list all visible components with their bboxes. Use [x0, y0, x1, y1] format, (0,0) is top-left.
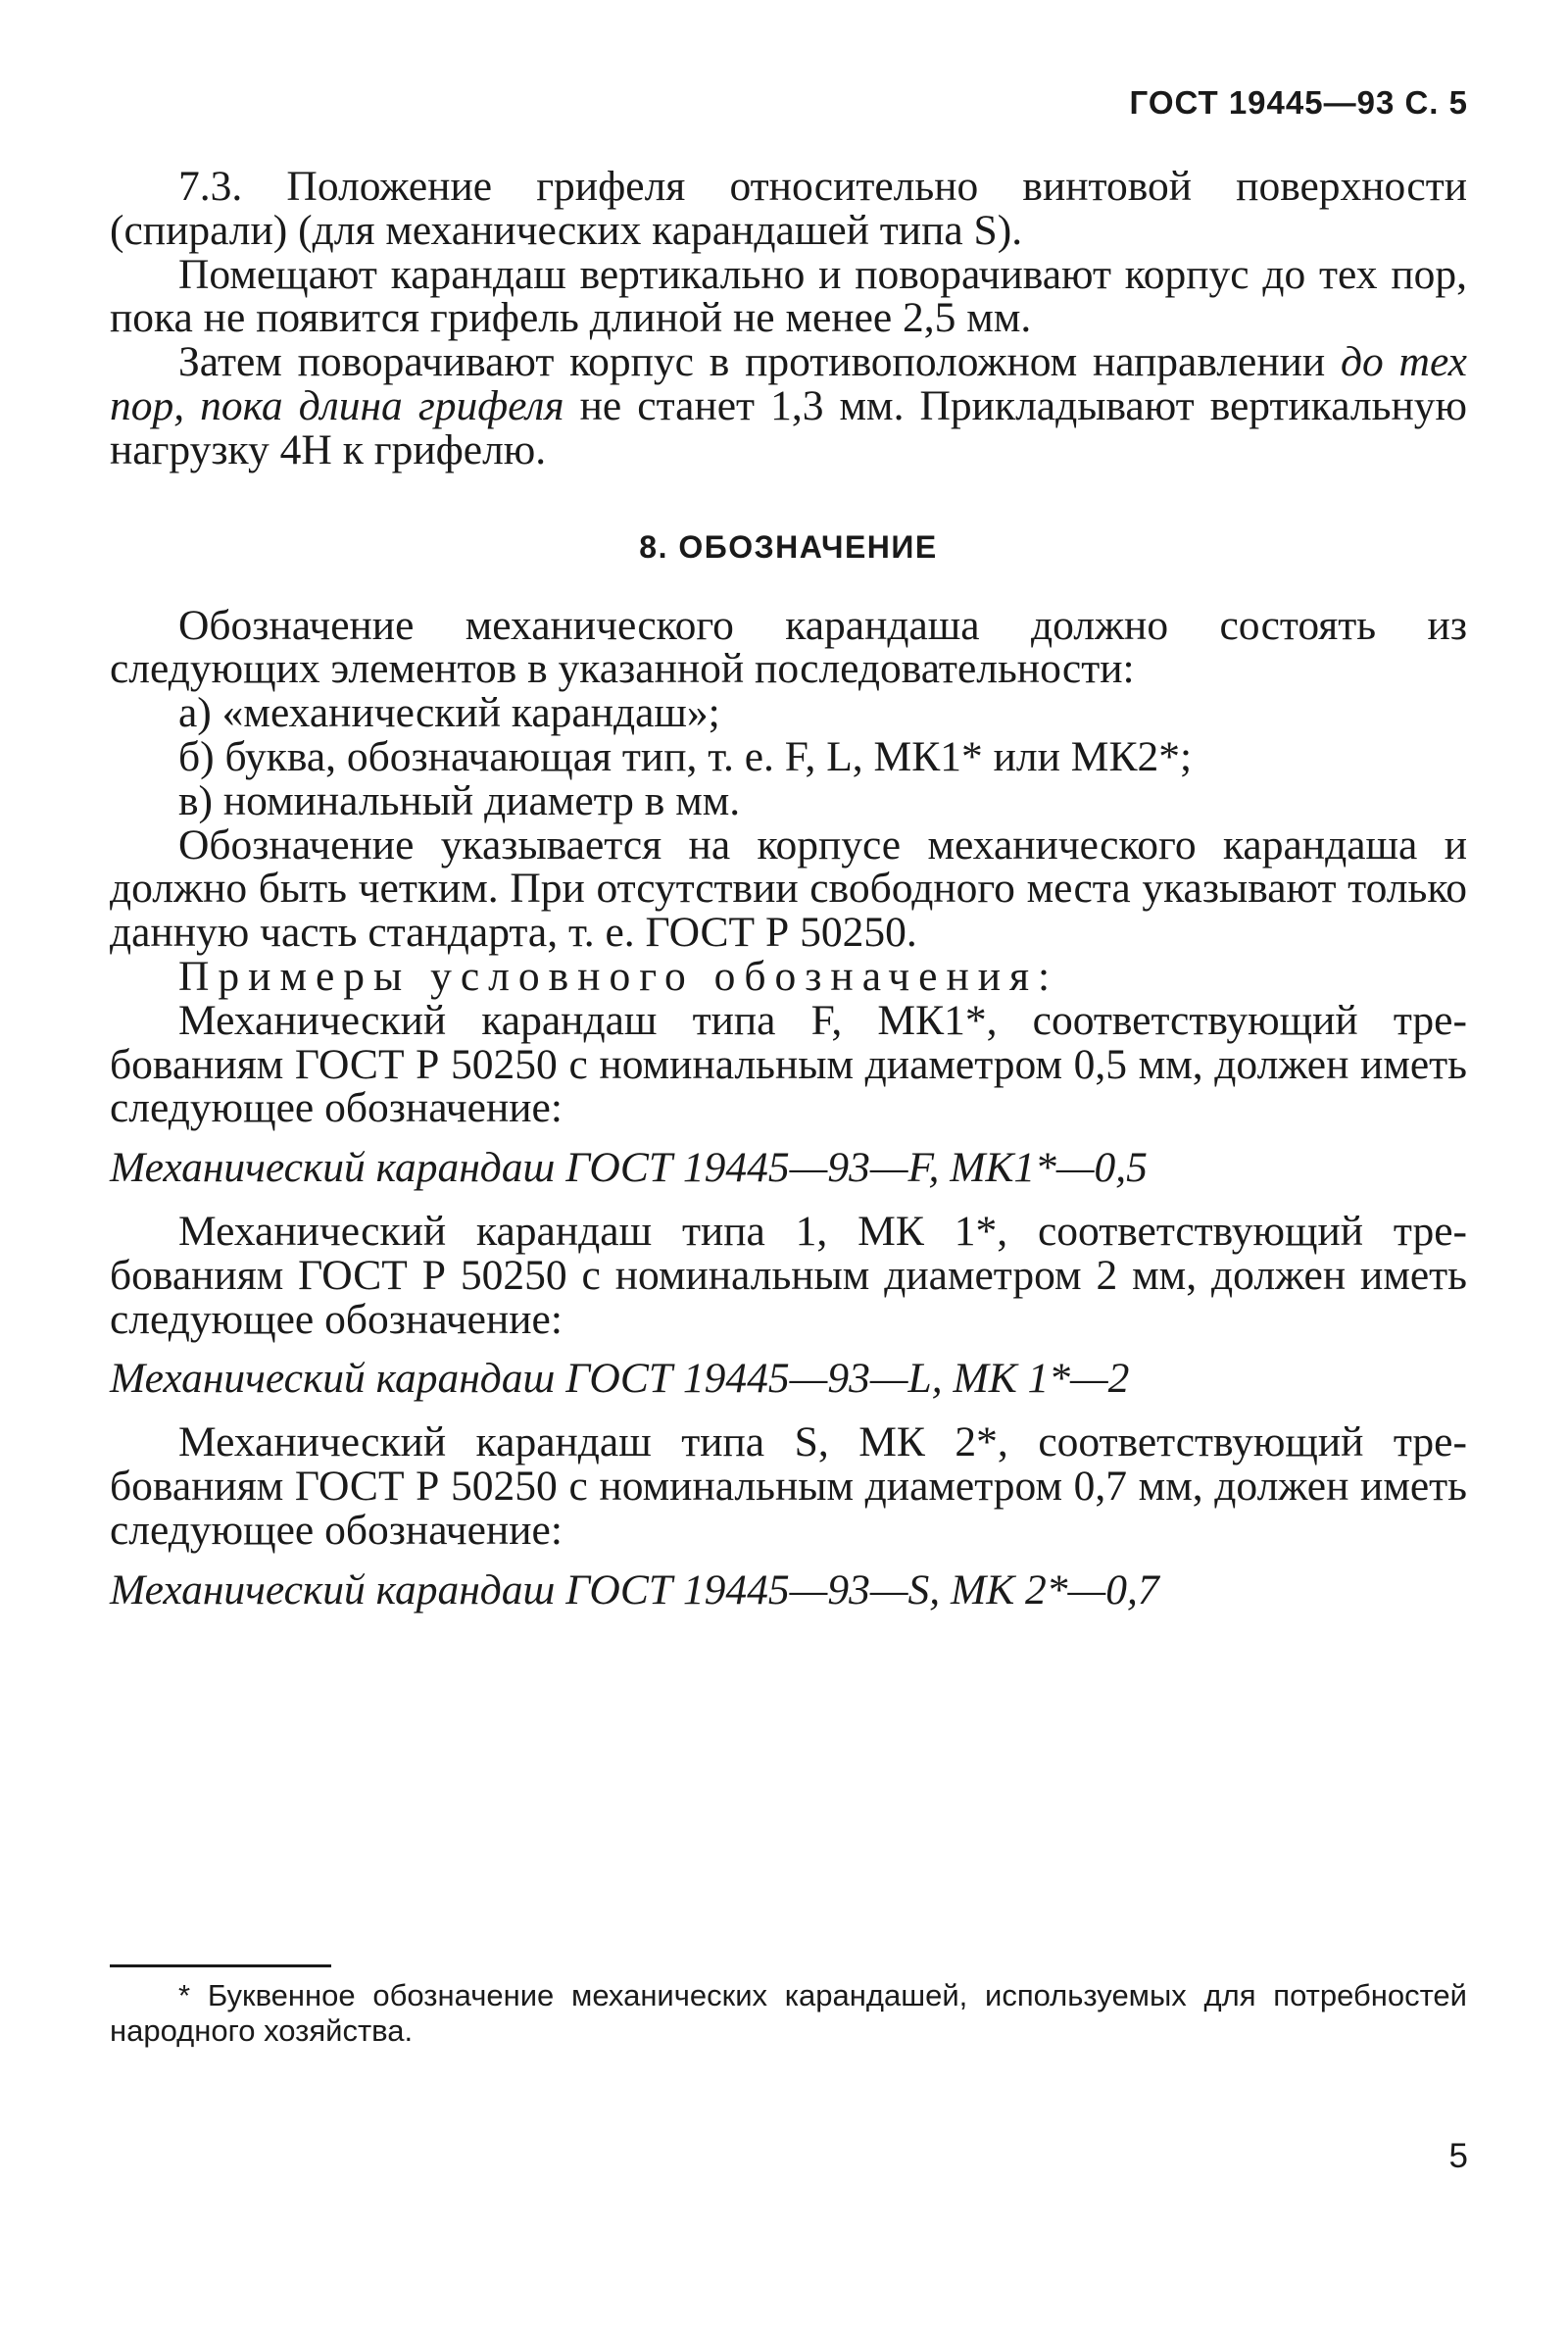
footnote: * Буквенное обозначение механических карандашей, используемых для потребностей народного хозяйства. [110, 1978, 1467, 2048]
example-2-designation: Механический карандаш ГОСТ 19445—93—L, МК 1*—2 [110, 1355, 1130, 1403]
p2-rest-text: не станет 1,3 мм. Прикладывают вертикальную нагрузку 4Н к грифелю. [110, 381, 1467, 473]
list-item-c: в) номинальный диаметр в мм. [178, 776, 741, 824]
p2-italic-text: до тех пор, пока длина грифеля [110, 338, 1467, 429]
example-3-designation: Механический карандаш ГОСТ 19445—93—S, МК 2*—0,7 [110, 1565, 1159, 1614]
footnote-divider [110, 1964, 331, 1967]
section-7-3-title: 7.3. Положение грифеля относительно винтовой поверхности (спирали) (для механических карандашей типа S). [110, 163, 1467, 254]
example-3-text: Механический карандаш типа S, МК 2*, соответствующий требованиям ГОСТ Р 50250 с номинальным диаметром 0,7 мм, должен иметь следующее обозначение: [110, 1418, 1467, 1554]
p2-normal-text: Затем поворачивают корпус в противоположном направлении [178, 338, 1341, 386]
example-2-text: Механический карандаш типа 1, МК 1*, соответствующий требованиям ГОСТ Р 50250 с номинальным диаметром 2 мм, должен иметь следующее обозначение: [110, 1207, 1467, 1343]
section-8-heading: 8. ОБОЗНАЧЕНИЕ [639, 528, 938, 565]
examples-heading: Примеры условного обозначения: [178, 952, 1059, 1000]
page-number: 5 [1448, 2137, 1468, 2175]
marking-paragraph: Обозначение указывается на корпусе механического карандаша и должно быть четким. При отсутствии свободного места указывают только данную часть стандарта, т. е. ГОСТ Р 50250. [110, 820, 1467, 957]
example-1-designation: Механический карандаш ГОСТ 19445—93—F, МК1*—0,5 [110, 1144, 1148, 1192]
list-item-a: а) «механический карандаш»; [178, 689, 720, 737]
list-item-b: б) буква, обозначающая тип, т. е. F, L, МК1* или МК2*; [178, 732, 1193, 780]
example-1-text: Механический карандаш типа F, МК1*, соответствующий требованиям ГОСТ Р 50250 с номинальным диаметром 0,5 мм, должен иметь следующее обозначение: [110, 996, 1467, 1132]
designation-intro: Обозначение механического карандаша должно состоять из следующих элементов в указанной последовательности: [110, 601, 1467, 693]
section-7-3-paragraph-1: Помещают карандаш вертикально и поворачивают корпус до тех пор, пока не появится грифель длиной не менее 2,5 мм. [110, 250, 1467, 342]
section-7-3-paragraph-2 [110, 340, 1467, 472]
body-text [110, 165, 1467, 1631]
running-header: ГОСТ 19445—93 С. 5 [1129, 84, 1468, 121]
